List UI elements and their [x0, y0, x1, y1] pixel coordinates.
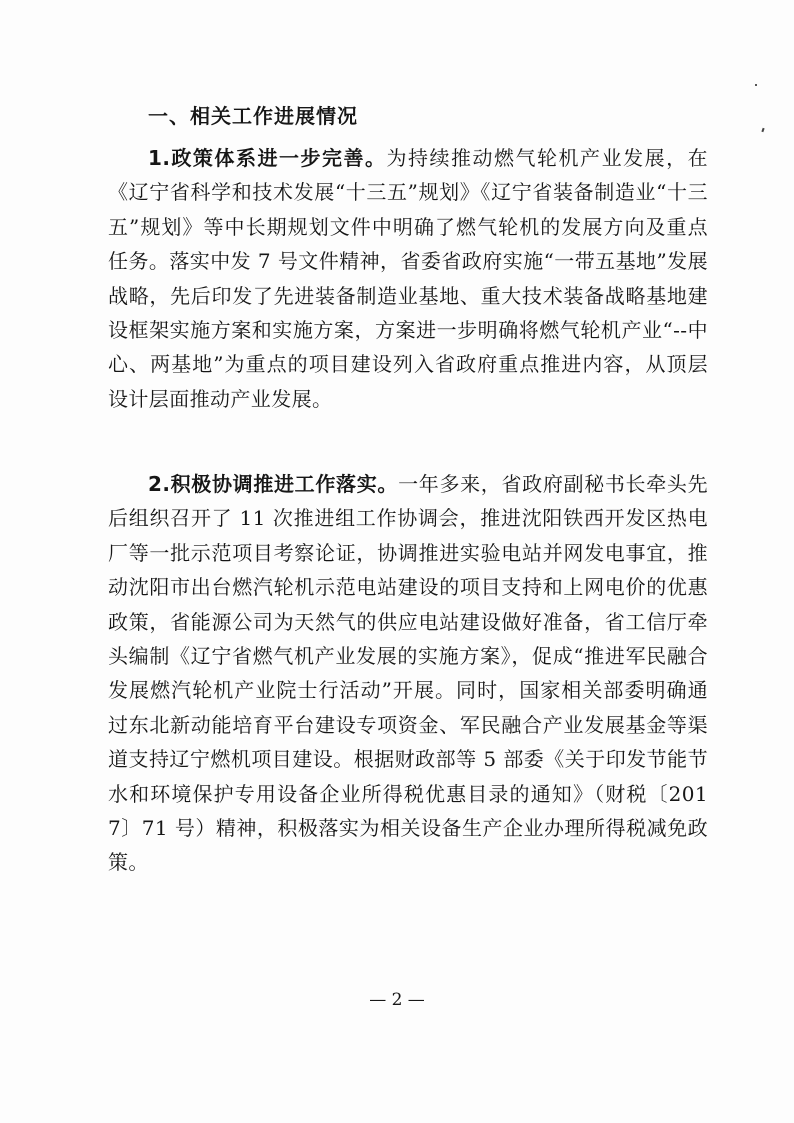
section-heading: 一、相关工作进展情况 [148, 104, 358, 128]
paragraph-lead: 1.政策体系进一步完善。 [148, 146, 387, 170]
paragraph-coordination [108, 467, 708, 880]
paragraph-policy-system [108, 141, 708, 416]
paragraph-lead: 2.积极协调推进工作落实。 [148, 472, 399, 496]
paragraph-body: 为持续推动燃气轮机产业发展，在《辽宁省科学和技术发展“十三五”规划》《辽宁省装备制造业“十三五”规划》等中长期规划文件中明确了燃气轮机的发展方向及重点任务。落实中发 7 号文件精神，省委省政府实施“一带五基地”发展战略，先后印发了先进装备制造业基地、重大技术装备战略基地建设框架实施方案和实施方案，方案进一步明确将燃气轮机产业“--中心、两基地”为重点的项目建设列入省政府重点推进内容，从顶层设计层面推动产业发展。 [108, 146, 708, 411]
page-number: — 2 — [369, 990, 425, 1010]
scan-speck [755, 84, 757, 86]
scan-speck [761, 128, 764, 132]
paragraph-body: 一年多来，省政府副秘书长牵头先后组织召开了 11 次推进组工作协调会，推进沈阳铁西开发区热电厂等一批示范项目考察论证，协调推进实验电站并网发电事宜，推动沈阳市出台燃汽轮机示范电站建设的项目支持和上网电价的优惠政策，省能源公司为天然气的供应电站建设做好准备，省工信厅牵头编制《辽宁省燃气机产业发展的实施方案》，促成“推进军民融合发展燃汽轮机产业院士行活动”开展。同时，国家相关部委明确通过东北新动能培育平台建设专项资金、军民融合产业发展基金等渠道支持辽宁燃机项目建设。根据财政部等 5 部委《关于印发节能节水和环境保护专用设备企业所得税优惠目录的通知》（财税〔2017〕71 号）精神，积极落实为相关设备生产企业办理所得税减免政策。 [108, 472, 708, 875]
